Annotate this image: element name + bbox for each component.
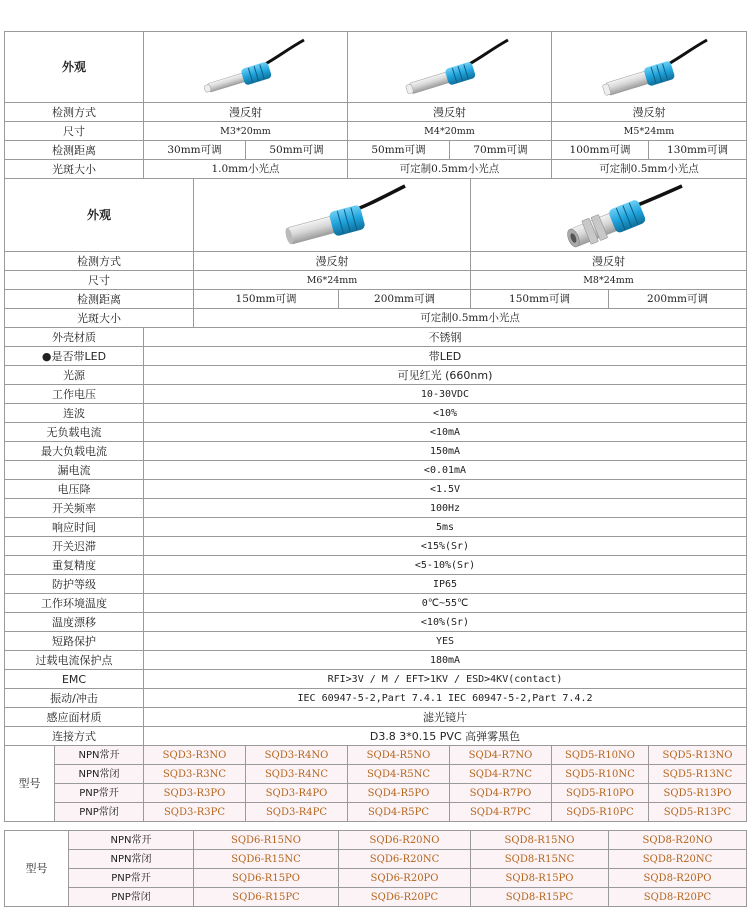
model-type-label: PNP常开: [69, 869, 194, 888]
model-row: [5, 888, 747, 907]
spec-label: 振动/冲击: [5, 689, 144, 708]
spec-row: [5, 328, 747, 347]
sensor-m4-image: [348, 32, 552, 103]
model-code: SQD6-R20NO: [339, 831, 471, 850]
spec-value: 带LED: [144, 347, 747, 366]
model-code: SQD3-R3PC: [144, 803, 246, 822]
spec-value: 滤光镜片: [144, 708, 747, 727]
spec-row: [5, 727, 747, 746]
distance-value: 30mm可调: [144, 141, 246, 160]
model-code: SQD8-R15NO: [471, 831, 609, 850]
sensor-m5-image: [552, 32, 747, 103]
model-code: SQD4-R5PO: [348, 784, 450, 803]
detect-method-label: 检测方式: [5, 252, 194, 271]
model-code: SQD5-R13PO: [649, 784, 747, 803]
model-code: SQD5-R10NC: [552, 765, 649, 784]
model-code: SQD5-R10PO: [552, 784, 649, 803]
size-value: M5*24mm: [552, 122, 747, 141]
size-label: 尺寸: [5, 271, 194, 290]
model-row: [5, 746, 747, 765]
model-code: SQD8-R20PO: [609, 869, 747, 888]
model-code: SQD5-R10NO: [552, 746, 649, 765]
model-code: SQD8-R20NC: [609, 850, 747, 869]
spec-row: [5, 556, 747, 575]
spec-label: 重复精度: [5, 556, 144, 575]
spec-label: 短路保护: [5, 632, 144, 651]
model-code: SQD4-R5NO: [348, 746, 450, 765]
spec-sheet: [4, 31, 746, 907]
model-code: SQD8-R15NC: [471, 850, 609, 869]
model-code: SQD3-R4PO: [246, 784, 348, 803]
model-code: SQD3-R3NC: [144, 765, 246, 784]
spec-row: [5, 404, 747, 423]
model-code: SQD5-R13PC: [649, 803, 747, 822]
detect-method-value: 漫反射: [194, 252, 471, 271]
models1-table: [4, 745, 747, 822]
section2-table: [4, 178, 747, 328]
model-type-label: NPN常闭: [55, 765, 144, 784]
size-value: M6*24mm: [194, 271, 471, 290]
spec-row: [5, 518, 747, 537]
model-code: SQD4-R7NC: [450, 765, 552, 784]
spec-row: [5, 366, 747, 385]
model-code: SQD4-R5NC: [348, 765, 450, 784]
model-code: SQD6-R15PC: [194, 888, 339, 907]
distance-value: 150mm可调: [194, 290, 339, 309]
spec-label: 温度漂移: [5, 613, 144, 632]
spot-label: 光斑大小: [5, 160, 144, 179]
appearance-label: 外观: [5, 32, 144, 103]
spec-row: [5, 442, 747, 461]
spec-label: 无负载电流: [5, 423, 144, 442]
distance-label: 检测距离: [5, 290, 194, 309]
spec-value: 150mA: [144, 442, 747, 461]
spec-label: 过载电流保护点: [5, 651, 144, 670]
spec-value: <10%: [144, 404, 747, 423]
model-row: [5, 831, 747, 850]
spot-value: 1.0mm小光点: [144, 160, 348, 179]
spec-label: 光源: [5, 366, 144, 385]
spec-label: ●是否带LED: [5, 347, 144, 366]
model-type-label: NPN常开: [69, 831, 194, 850]
distance-value: 200mm可调: [609, 290, 747, 309]
spec-row: [5, 594, 747, 613]
spec-row: [5, 537, 747, 556]
spec-label: 防护等级: [5, 575, 144, 594]
spec-label: 连波: [5, 404, 144, 423]
distance-value: 150mm可调: [471, 290, 609, 309]
sensor-m3-image: [144, 32, 348, 103]
distance-value: 130mm可调: [649, 141, 747, 160]
model-code: SQD3-R3NO: [144, 746, 246, 765]
spec-row: [5, 670, 747, 689]
model-type-label: NPN常开: [55, 746, 144, 765]
spec-value: RFI>3V / M / EFT>1KV / ESD>4KV(contact): [144, 670, 747, 689]
model-code: SQD4-R5PC: [348, 803, 450, 822]
spec-label: 响应时间: [5, 518, 144, 537]
spot-value: 可定制0.5mm小光点: [348, 160, 552, 179]
distance-value: 50mm可调: [246, 141, 348, 160]
spec-value: 100Hz: [144, 499, 747, 518]
model-code: SQD8-R15PC: [471, 888, 609, 907]
section1-table: [4, 31, 747, 179]
model-code: SQD6-R15PO: [194, 869, 339, 888]
distance-value: 100mm可调: [552, 141, 649, 160]
spec-label: 开关频率: [5, 499, 144, 518]
spec-row: [5, 575, 747, 594]
spec-label: 外壳材质: [5, 328, 144, 347]
spot-value: 可定制0.5mm小光点: [194, 309, 747, 328]
model-row: [5, 784, 747, 803]
size-value: M8*24mm: [471, 271, 747, 290]
spot-label: 光斑大小: [5, 309, 194, 328]
spec-value: <0.01mA: [144, 461, 747, 480]
model-row: [5, 869, 747, 888]
spec-row: [5, 689, 747, 708]
spec-value: YES: [144, 632, 747, 651]
model-code: SQD8-R20NO: [609, 831, 747, 850]
model-type-label: PNP常闭: [55, 803, 144, 822]
spec-label: 电压降: [5, 480, 144, 499]
model-type-label: PNP常开: [55, 784, 144, 803]
model-code: SQD6-R20PC: [339, 888, 471, 907]
detect-method-value: 漫反射: [144, 103, 348, 122]
model-code: SQD6-R15NC: [194, 850, 339, 869]
spec-value: 不锈钢: [144, 328, 747, 347]
model-code: SQD3-R4NO: [246, 746, 348, 765]
spec-row: [5, 651, 747, 670]
model-type-label: PNP常闭: [69, 888, 194, 907]
spec-label: 漏电流: [5, 461, 144, 480]
spec-value: 5ms: [144, 518, 747, 537]
size-value: M4*20mm: [348, 122, 552, 141]
models2-table: [4, 830, 747, 907]
specs-table: [4, 327, 747, 746]
spec-value: <10%(Sr): [144, 613, 747, 632]
model-row: [5, 803, 747, 822]
distance-value: 200mm可调: [339, 290, 471, 309]
spec-value: IEC 60947-5-2,Part 7.4.1 IEC 60947-5-2,Part 7.4.2: [144, 689, 747, 708]
sensor-m8-image: [471, 179, 747, 252]
model-code: SQD6-R15NO: [194, 831, 339, 850]
spec-label: 工作环境温度: [5, 594, 144, 613]
model-group-label: 型号: [5, 831, 69, 907]
model-row: [5, 765, 747, 784]
model-code: SQD5-R13NO: [649, 746, 747, 765]
size-value: M3*20mm: [144, 122, 348, 141]
model-code: SQD8-R15PO: [471, 869, 609, 888]
spec-label: 连接方式: [5, 727, 144, 746]
model-type-label: NPN常闭: [69, 850, 194, 869]
spec-row: [5, 708, 747, 727]
model-group-label: 型号: [5, 746, 55, 822]
spec-value: 可见红光 (660nm): [144, 366, 747, 385]
distance-value: 50mm可调: [348, 141, 450, 160]
spec-label: EMC: [5, 670, 144, 689]
spec-row: [5, 461, 747, 480]
spot-value: 可定制0.5mm小光点: [552, 160, 747, 179]
model-code: SQD6-R20NC: [339, 850, 471, 869]
detect-method-value: 漫反射: [552, 103, 747, 122]
spec-row: [5, 613, 747, 632]
detect-method-value: 漫反射: [471, 252, 747, 271]
spec-row: [5, 480, 747, 499]
model-code: SQD8-R20PC: [609, 888, 747, 907]
spec-label: 工作电压: [5, 385, 144, 404]
spec-row: [5, 499, 747, 518]
detect-method-label: 检测方式: [5, 103, 144, 122]
detect-method-value: 漫反射: [348, 103, 552, 122]
model-code: SQD4-R7PO: [450, 784, 552, 803]
spec-value: 10-30VDC: [144, 385, 747, 404]
size-label: 尺寸: [5, 122, 144, 141]
appearance-label: 外观: [5, 179, 194, 252]
spec-row: [5, 423, 747, 442]
spec-row: [5, 632, 747, 651]
model-code: SQD5-R13NC: [649, 765, 747, 784]
model-code: SQD4-R7PC: [450, 803, 552, 822]
spec-value: <5-10%(Sr): [144, 556, 747, 575]
model-code: SQD3-R4NC: [246, 765, 348, 784]
spec-value: D3.8 3*0.15 PVC 高弹雾黑色: [144, 727, 747, 746]
spec-row: [5, 385, 747, 404]
model-code: SQD3-R4PC: [246, 803, 348, 822]
distance-value: 70mm可调: [450, 141, 552, 160]
model-row: [5, 850, 747, 869]
model-code: SQD6-R20PO: [339, 869, 471, 888]
spec-label: 感应面材质: [5, 708, 144, 727]
sensor-m6-image: [194, 179, 471, 252]
spec-label: 最大负载电流: [5, 442, 144, 461]
spec-value: <10mA: [144, 423, 747, 442]
model-code: SQD5-R10PC: [552, 803, 649, 822]
model-code: SQD3-R3PO: [144, 784, 246, 803]
distance-label: 检测距离: [5, 141, 144, 160]
spec-value: <1.5V: [144, 480, 747, 499]
spec-value: <15%(Sr): [144, 537, 747, 556]
spec-value: 180mA: [144, 651, 747, 670]
spec-label: 开关迟滞: [5, 537, 144, 556]
spec-row: [5, 347, 747, 366]
spec-value: IP65: [144, 575, 747, 594]
spec-value: 0℃~55℃: [144, 594, 747, 613]
model-code: SQD4-R7NO: [450, 746, 552, 765]
